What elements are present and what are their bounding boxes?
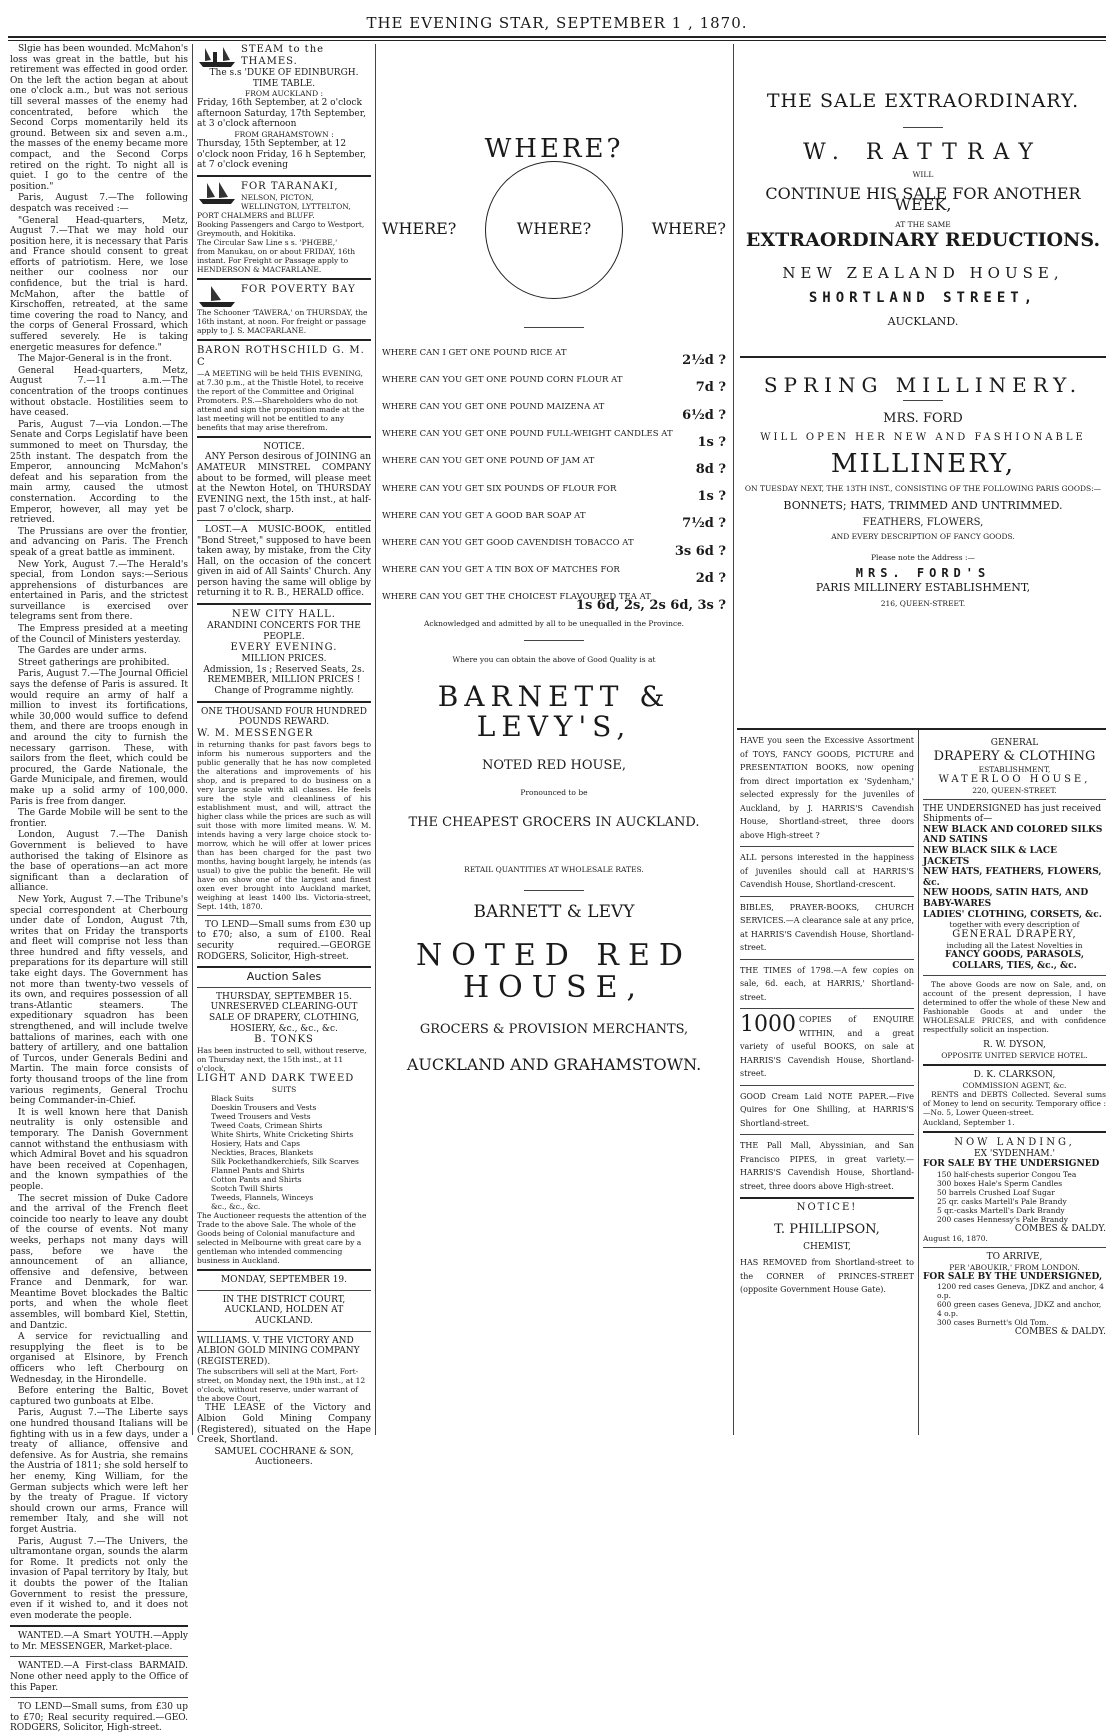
list-item: LADIES' CLOTHING, CORSETS, &c. [923, 909, 1102, 920]
harris-column: HAVE you seen the Excessive Assortment of TOYS, FANCY GOODS, PICTURE and PRESENTATION BOOKS, now opening from direct importation ex 'Sydenham,' selected expressly for the juveniles of Auckland, by J. HARRIS'S Cavendish House, Shortland-street, three doors above High-street ? ALL persons interested in the happiness of juveniles should call at HARRIS'S Cavendish House, Shortland-crescent. BIBLES, PRAYER-BOOKS, CHURCH SERVICES.—A clearance sale at any price, at HARRIS'S Cavendish House, Shortland-street. THE TIMES of 1798.—A few copies on sale, 6d. each, at HARRIS,' Shortland-street. 1000 COPIES of ENQUIRE WITHIN, and a great variety of useful BOOKS, on sale at HARRIS'S Cavendish House, Shortland-street. GOOD Cream Laid NOTE PAPER.—Five Quires for One Shilling, at HARRIS'S Shortland-street. THE Pall Mall, Abyssinian, and San Francisco PIPES, in great variety.—HARRIS'S Cavendish House, Shortland-street, three doors above High-street. NOTICE! T. PHILLIPSON, CHEMIST, HAS REMOVED from Shortland-street to the CORNER of PRINCES-STREET (opposite Government House Gate). [740, 736, 914, 1295]
barnett-levy: BARNETT & LEVY'S, [437, 680, 671, 744]
where-price: 7½d ? [682, 516, 726, 532]
reward-heading: ONE THOUSAND FOUR HUNDRED POUNDS REWARD. [200, 706, 368, 728]
list-item: 300 cases Burnett's Old Tom. [937, 1318, 1049, 1328]
steam-ad: STEAM to the THAMES. The s.s 'DUKE OF EDINBURGH. TIME TABLE. FROM AUCKLAND : Friday, 16th September, at 2 o'clock afternoon Saturday, 17th September, at 3 o'clock afternoon FROM GRAHAMSTOWN : Thursday, 15th September, at 12 o'clock noon Friday, 16 h September, at 7 o'clock evening [197, 44, 367, 171]
section-rule [737, 728, 1106, 730]
list-item: 200 cases Hennessy's Pale Brandy [937, 1214, 1069, 1224]
news-paragraph: London, August 7.—The Danish Government is believed to have authorised the taking of Elsinore as the base of operations—an act more significant than a declaration of alliance. [10, 830, 188, 894]
column-divider [192, 44, 193, 1435]
list-item: Doeskin Trousers and Vests [211, 1103, 317, 1113]
where-price: 1s ? [697, 434, 726, 450]
list-item: Black Suits [211, 1094, 254, 1104]
news-paragraph: Paris, August 7.—The following despatch was received :— [10, 193, 188, 214]
notice-heading: NOTICE. [263, 441, 305, 452]
list-item: NEW HOODS, SATIN HATS, AND BABY-WARES [923, 888, 1089, 909]
where-question: WHERE CAN YOU GET SIX POUNDS OF FLOUR FOR [382, 483, 617, 494]
ads-column: STEAM to the THAMES. The s.s 'DUKE OF EDINBURGH. TIME TABLE. FROM AUCKLAND : Friday, 16th September, at 2 o'clock afternoon Saturday, 17th September, at 3 o'clock afternoon FROM GRAHAMSTOWN : Thursday, 15th September, at 12 o'clock noon Friday, 16 h September, at 7 o'clock evening FOR TARANAKI, NELSON, PICTON, WELLINGTON, LYTTELTON, PORT CHALMERS and BLUFF. Booking Passengers and Cargo to Westport, Greymouth, and Hokitika. The Circular Saw Line s s. 'PHŒBE,' from Manukau, on or about FRIDAY, 16th instant. For Freight or Passage apply to HENDERSON & MACFARLANE. FOR POVERTY BAY The Schooner 'TAWERA,' on THURSDAY, the 16th instant, at noon. For freight or passage apply to J. S. MACFARLANE. BARON ROTHSCHILD G. M. C —A MEETING will be held THIS EVENING, at 7.30 p.m., at the Thistle Hotel, to receive the report of the Committee and Original Promoters. P.S.—Shareholders who do not attend and sign the proposition made at the last meeting will not be entitled to any benefits that may arise therefrom. NOTICE. ANY Person desirous of JOINING an AMATEUR MINSTREL COMPANY about to be formed, will please meet at the Newton Hotel, on THURSDAY EVENING next, the 15th inst., at half-past 7 o'clock, sharp. LOST.—A MUSIC-BOOK, entitled "Bond Street," supposed to have been taken away, by mistake, from the City Hall, on the occasion of the concert given in aid of All Saints' Church. Any person having the same will oblige by returning it to R. B., HERALD office. NEW CITY HALL. ARANDINI CONCERTS FOR THE PEOPLE. EVERY EVENING. MILLION PRICES. Admission, 1s ; Reserved Seats, 2s. REMEMBER, MILLION PRICES ! Change of Programme nightly. ONE THOUSAND FOUR HUNDRED POUNDS REWARD. W. M. MESSENGER in returning thanks for past favors begs to inform his numerous supporters and the public generally that he has now completed the alterations and improvements of his shop, and is prepared to do business on a very large scale with all classes. He feels sure the style and cleanliness of his establishment must, and will, attract the higher class while the prices are such as will suit those with more limited means. W. M. intends having a very large choice stock to-morrow, which he will offer at lower prices than has been charged for the past two months, having bought largely, he intends (as usual) to give the public the benefit. He will have on show one of the largest and finest oxen ever brought into Auckland market, weighing at least 1400 lbs. Victoria-street, Sept. 14th, 1870. TO LEND—Small sums from £30 up to £70; also, a sum of £100. Real security required.—GEORGE RODGERS, Solicitor, High-street. Auction Sales THURSDAY, SEPTEMBER 15. UNRESERVED CLEARING-OUT SALE OF DRAPERY, CLOTHING, HOSIERY, &c., &c., &c. B. TONKS Has been instructed to sell, without reserve, on Thursday next, the 15th inst., at 11 o'clock, LIGHT AND DARK TWEED SUITS Black Suits Doeskin Trousers and Vests Tweed Trousers and Vests Tweed Coats, Crimean Shirts White Shirts, White Cricketing Shirts Hosiery, Hats and Caps Neckties, Braces, Blankets Silk Pockethandkerchiefs, Silk Scarves Flannel Pants and Shirts Cotton Pants and Shirts Scotch Twill Shirts Tweeds, Flannels, Winceys &c., &c., &c. The Auctioneer requests the attention of the Trade to the above Sale. The whole of the Goods being of Colonial manufacture and selected in Melbourne with great care by a gentleman who intended commencing business in Auckland. MONDAY, SEPTEMBER 19. IN THE DISTRICT COURT, AUCKLAND, HOLDEN AT AUCKLAND. WILLIAMS. V. THE VICTORY AND ALBION GOLD MINING COMPANY (REGISTERED). The subscribers will sell at the Mart, Fort-street, on Monday next, the 19th inst., at 12 o'clock, without reserve, under warrant of the above Court, THE LEASE of the Victory and Albion Gold Mining Company (Registered), situated on the Hape Creek, Shortland. SAMUEL COCHRANE & SON, Auctioneers. [197, 44, 371, 1468]
news-paragraph: Paris, August 7.—The Liberte says one hundred thousand Italians will be fighting with us in a few days, under a treaty of alliance, offensive and defensive. As for Austria, she remains the Austria of 1811; she sold herself to her enemy, King William, for the German subjects which were left her by the treaty of Prague. If victory should crown our arms, France will remember Italy, and she will not forget Austria. [10, 1408, 188, 1535]
list-item: Silk Pockethandkerchiefs, Silk Scarves [211, 1157, 359, 1167]
news-paragraph: The Prussians are over the frontier, and advancing on Paris. The French speak of a great battle as imminent. [10, 526, 188, 558]
list-item: Tweed Coats, Crimean Shirts [211, 1121, 323, 1131]
where-question: WHERE CAN YOU GET ONE POUND OF JAM AT [382, 456, 595, 467]
war-news [10, 44, 188, 1621]
rattray-name: W. RATTRAY [803, 139, 1043, 165]
list-item: Tweeds, Flannels, Winceys [211, 1193, 314, 1203]
where-circle: WHERE? [485, 161, 623, 299]
where-list [382, 348, 726, 612]
news-paragraph: A service for revictualling and resupplying the fleet is to be organised at Elsinore, by French officers who left Cherbourg on Wednesday, in the Hirondelle. [10, 1332, 188, 1385]
rothschild-heading: BARON ROTHSCHILD G. M. C [197, 344, 365, 368]
column-divider [375, 44, 376, 1435]
list-item: NEW BLACK SILK & LACE JACKETS [923, 845, 1057, 867]
where-advert: WHERE? WHERE? WHERE? WHERE? WHERE CAN I GET ONE POUND RICE AT 2½d ? WHERE CAN YOU GET ONE POUND CORN FLOUR AT 7d ? WHERE CAN YOU GET ONE POUND MAIZENA AT 6½d ? WHERE CAN YOU GET ONE POUND FULL-WEIGHT CANDLES AT 1s ? WHERE CAN YOU GET ONE POUND OF JAM AT 8d ? WHERE CAN YOU GET SIX POUNDS OF FLOUR FOR 1s ? WHERE CAN YOU GET A GOOD BAR SOAP AT 7½d ? WHERE CAN YOU GET GOOD CAVENDISH TOBACCO AT 3s 6d ? WHERE CAN YOU GET A TIN BOX OF MATCHES FOR 2d ? WHERE CAN YOU GET THE CHOICEST FLAVOURED TEA AT 1s 6d, 2s, 2s 6d, 3s ? Acknowledged and admitted by all to be unequalled in the Province. Where you can obtain the above of Good Quality is at BARNETT & LEVY'S, NOTED RED HOUSE, Pronounced to be THE CHEAPEST GROCERS IN AUCKLAND. RETAIL QUANTITIES AT WHOLESALE RATES. BARNETT & LEVY NOTED RED HOUSE, GROCERS & PROVISION MERCHANTS, AUCKLAND AND GRAHAMSTOWN. [382, 134, 726, 1075]
where-question: WHERE CAN YOU GET ONE POUND FULL-WEIGHT CANDLES AT [382, 429, 673, 440]
news-paragraph: The Major-General is in the front. [18, 354, 172, 365]
ad-to-lend: TO LEND—Small sums, from £30 up to £70; Real security required.—GEO. RODGERS, Solicitor, High-street. [10, 1702, 188, 1734]
list-item: Flannel Pants and Shirts [211, 1166, 305, 1176]
masthead-rule-thin [8, 40, 1106, 41]
news-paragraph: New York, August 7.—The Tribune's special correspondent at Cherbourg under date of London, August 7th, writes that on Friday the transports and fleet will comprise not less than three hundred and fifty vessels, and preparations for its departure will still take eight days. The Government has not more than twenty-two vessels of its own, and requires possession of all trans-Atlantic steamers. The expeditionary squadron has been strengthened, and will include twelve battalions of marines, each with one battery of artillery, and one battalion of Turcos, under Generals Bedini and Martin. The main force consists of forty thousand troops of the line from various regiments, General Trochu being Commander-in-Chief. [10, 894, 188, 1107]
news-paragraph: Paris, August 7—via London.—The Senate and Corps Legislatif have been summoned to meet on Thursday, the 25th instant. The despatch from the Emperor, announcing McMahon's defeat and his separation from the main army, caused the utmost consternation. According to the Emperor, however, all may yet be retrieved. [10, 419, 188, 526]
where-price: 2d ? [695, 570, 726, 586]
list-item: 5 qr.-casks Martell's Dark Brandy [937, 1205, 1065, 1215]
sailing-ship-icon [197, 181, 237, 205]
where-price: 2½d ? [682, 353, 726, 369]
news-paragraph: The secret mission of Duke Cadore and the arrival of the French fleet coincide too nearly to leave any doubt of the course of events. Not many weeks, perhaps not many days will pass, before we have the announcement of an alliance, offensive and defensive, between France and Denmark, for war. Meantime Bovet blockades the Baltic ports, and when the whole fleet assembles, will bombard Kiel, Stettin, and Dantzic. [10, 1193, 188, 1331]
news-paragraph: New York, August 7.—The Herald's special, from London says:—Serious apprehensions of disturbances are entertained in Paris, and the strictest surveillance is exercised over telegrams sent from there. [10, 559, 188, 623]
rattray-ford-ads: THE SALE EXTRAORDINARY. W. RATTRAY WILL CONTINUE HIS SALE FOR ANOTHER WEEK, AT THE SAME EXTRAORDINARY REDUCTIONS. NEW ZEALAND HOUSE, SHORTLAND STREET, AUCKLAND. SPRING MILLINERY. MRS. FORD WILL OPEN HER NEW AND FASHIONABLE MILLINERY, ON TUESDAY NEXT, THE 13TH INST., CONSISTING OF THE FOLLOWING PARIS GOODS:— BONNETS; HATS, TRIMMED AND UNTRIMMED. FEATHERS, FLOWERS, AND EVERY DESCRIPTION OF FANCY GOODS. Please note the Address :— MRS. FORD'S PARIS MILLINERY ESTABLISHMENT, 216, QUEEN-STREET. [740, 44, 1106, 724]
ad-wanted-youth: WANTED.—A Smart YOUTH.—Apply to Mr. MESSENGER, Market-place. [10, 1631, 188, 1652]
news-paragraph: Before entering the Baltic, Bovet captured two gunboats at Elbe. [10, 1386, 188, 1407]
drapery-column: GENERAL DRAPERY & CLOTHING ESTABLISHMENT, WATERLOO HOUSE, 220, QUEEN-STREET. THE UNDERSIGNED has just received Shipments of— NEW BLACK AND COLORED SILKS AND SATINS NEW BLACK SILK & LACE JACKETS NEW HATS, FEATHERS, FLOWERS, &c. NEW HOODS, SATIN HATS, AND BABY-WARES LADIES' CLOTHING, CORSETS, &c. together with every description of GENERAL DRAPERY, including all the Latest Novelties in FANCY GOODS, PARASOLS, COLLARS, TIES, &c., &c. The above Goods are now on Sale, and, on account of the present depression, I have determined to offer the whole of these New and Fashionable Goods at and under the WHOLESALE PRICES, and with confidence respectfully solicit an inspection. R. W. DYSON, OPPOSITE UNITED SERVICE HOTEL. D. K. CLARKSON, COMMISSION AGENT, &c. RENTS and DEBTS Collected. Several sums of Money to lend on security. Temporary office :—No. 5, Lower Queen-street. Auckland, September 1. NOW LANDING, EX 'SYDENHAM.' FOR SALE BY THE UNDERSIGNED 150 half-chests superior Congou Tea 300 boxes Hale's Sperm Candles 50 barrels Crushed Loaf Sugar 25 qr. casks Martell's Pale Brandy 5 qr.-casks Martell's Dark Brandy 200 cases Hennessy's Pale Brandy COMBES & DALDY. August 16, 1870. TO ARRIVE, PER 'ABOUKIR,' FROM LONDON. FOR SALE BY THE UNDERSIGNED, 1200 red cases Geneva, JDKZ and anchor, 4 o.p. 600 green cases Geneva, JDKZ and anchor, 4 o.p. 300 cases Burnett's Old Tom. COMBES & DALDY. [923, 738, 1106, 1338]
news-paragraph: "General Head-quarters, Metz, August 7.—That we may hold our position here, it is necessary that Paris and France should consent to great efforts of patriotism. Here, we lose neither our coolness nor our confidence, but the trial is hard. McMahon, after the battle of Kirschoffen, retreated, at the same time covering the road to Nancy, and the corps of General Frossard, which suffered severely. He is taking energetic measures for defence." [10, 215, 188, 353]
news-paragraph: Paris, August 7.—The Journal Officiel says the defense of Paris is assured. It would require an army of half a million to invest its fortifications, while 30,000 would suffice to defend them, and there are troops enough in and around the city to furnish the necessary garrison. These, with sailors from the fleet, which could be procured, the Garde Nationale, the Garde Municipale, and firemen, would make up a solid army of 100,000. Paris is free from danger. [10, 669, 188, 807]
news-paragraph: The Gardes are under arms. [18, 646, 147, 657]
where-price: 1s 6d, 2s, 2s 6d, 3s ? [575, 597, 726, 613]
list-item: Neckties, Braces, Blankets [211, 1148, 314, 1158]
news-paragraph: Street gatherings are prohibited. [18, 657, 170, 668]
sale-list-2 [923, 1282, 1106, 1327]
column-divider [733, 44, 734, 1435]
taranaki-ad: FOR TARANAKI, NELSON, PICTON, WELLINGTON, LYTTELTON, PORT CHALMERS and BLUFF. Booking Passengers and Cargo to Westport, Greymouth, and Hokitika. The Circular Saw Line s s. 'PHŒBE,' from Manukau, on or about FRIDAY, 16th instant. For Freight or Passage apply to HENDERSON & MACFARLANE. [197, 180, 365, 274]
ad-wanted-barmaid: WANTED.—A First-class BARMAID. None other need apply to the Office of this Paper. [10, 1661, 188, 1693]
list-item: White Shirts, White Cricketing Shirts [211, 1130, 354, 1140]
news-column [10, 44, 188, 1734]
where-title: WHERE? [484, 134, 624, 164]
list-item: 600 green cases Geneva, JDKZ and anchor, 4 o.p. [937, 1300, 1102, 1319]
list-item: Cotton Pants and Shirts [211, 1175, 302, 1185]
where-price: 1s ? [697, 489, 726, 505]
list-item: NEW BLACK AND COLORED SILKS AND SATINS [923, 824, 1103, 846]
noted-red-house: NOTED RED HOUSE, [416, 938, 692, 1006]
news-paragraph: The Empress presided at a meeting of the Council of Ministers yesterday. [10, 624, 188, 645]
list-item: Tweed Trousers and Vests [211, 1112, 311, 1122]
where-question: WHERE CAN YOU GET A GOOD BAR SOAP AT [382, 510, 586, 521]
list-item: NEW HATS, FEATHERS, FLOWERS, &c. [923, 867, 1102, 888]
goods-list [923, 825, 1106, 920]
news-paragraph: The Garde Mobile will be sent to the frontier. [10, 808, 188, 829]
spring-millinery: SPRING MILLINERY. [763, 372, 1083, 397]
list-item: 25 qr. casks Martell's Pale Brandy [937, 1196, 1067, 1206]
where-question: WHERE CAN YOU GET A TIN BOX OF MATCHES FOR [382, 565, 620, 576]
news-paragraph: It is well known here that Danish neutrality is only ostensible and temporary. The Danish Government cannot withstand the enthusiasm with which Admiral Bovet and his squadron have been received at Copenhagen, and the known sympathies of the people. [10, 1107, 188, 1192]
list-item: Hosiery, Hats and Caps [211, 1139, 300, 1149]
where-left: WHERE? [382, 219, 457, 239]
where-price: 6½d ? [682, 407, 726, 423]
masthead: THE EVENING STAR, SEPTEMBER 1 , 1870. [366, 14, 748, 32]
list-item: 50 barrels Crushed Loaf Sugar [937, 1187, 1055, 1197]
list-item: 1200 red cases Geneva, JDKZ and anchor, 4 o.p. [937, 1282, 1104, 1301]
list-item: &c., &c., &c. [211, 1202, 261, 1212]
masthead-rule [8, 36, 1106, 38]
where-question: WHERE CAN YOU GET GOOD CAVENDISH TOBACCO AT [382, 537, 634, 548]
news-paragraph: General Head-quarters, Metz, August 7.—11 a.m.—The concentration of the troops continues without obstacle. Hostilities seem to have ceased. [10, 365, 188, 419]
list-item: Scotch Twill Shirts [211, 1184, 283, 1194]
sale-list [923, 1170, 1106, 1224]
news-paragraph: Paris, August 7.—The Univers, the ultramontane organ, sounds the alarm for Rome. It predicts not only the invasion of Papal territory by Italy, but it doubts the power of the Italian Government to resist the pressure, even if it wished to, and it does not even moderate the people. [10, 1536, 188, 1621]
column-divider [918, 730, 919, 1435]
news-paragraph: Slgie has been wounded. McMahon's loss was great in the battle, but his retirement was effected in good order. On the left the action began at about one o'clock a.m., but was not serious till several masses of the enemy had concentrated, before which the Second Corps momentarily held its ground. Between six and seven a.m., the masses of the enemy became more compact, and the Second Corps retired on the right. To night all is quiet. I go to the centre of the position." [10, 44, 188, 192]
list-item: 150 half-chests superior Congou Tea [937, 1169, 1077, 1179]
where-price: 3s 6d ? [674, 543, 726, 559]
where-question: WHERE CAN YOU GET ONE POUND CORN FLOUR AT [382, 374, 623, 385]
where-question: WHERE CAN YOU GET THE CHOICEST FLAVOURED TEA AT [382, 592, 651, 603]
where-price: 8d ? [695, 461, 726, 477]
sailing-ship-icon [197, 284, 237, 308]
tweed-list [197, 1094, 371, 1211]
auction-header: Auction Sales [246, 970, 322, 984]
steamship-icon [197, 44, 237, 68]
where-price: 7d ? [695, 380, 726, 396]
where-question: WHERE CAN YOU GET ONE POUND MAIZENA AT [382, 401, 605, 412]
where-question: WHERE CAN I GET ONE POUND RICE AT [382, 347, 567, 358]
list-item: 300 boxes Hale's Sperm Candles [937, 1178, 1063, 1188]
city-hall-heading: NEW CITY HALL. [232, 609, 336, 621]
where-right: WHERE? [651, 219, 726, 239]
poverty-bay-ad: FOR POVERTY BAY The Schooner 'TAWERA,' on THURSDAY, the 16th instant, at noon. For freight or passage apply to J. S. MACFARLANE. [197, 283, 368, 335]
